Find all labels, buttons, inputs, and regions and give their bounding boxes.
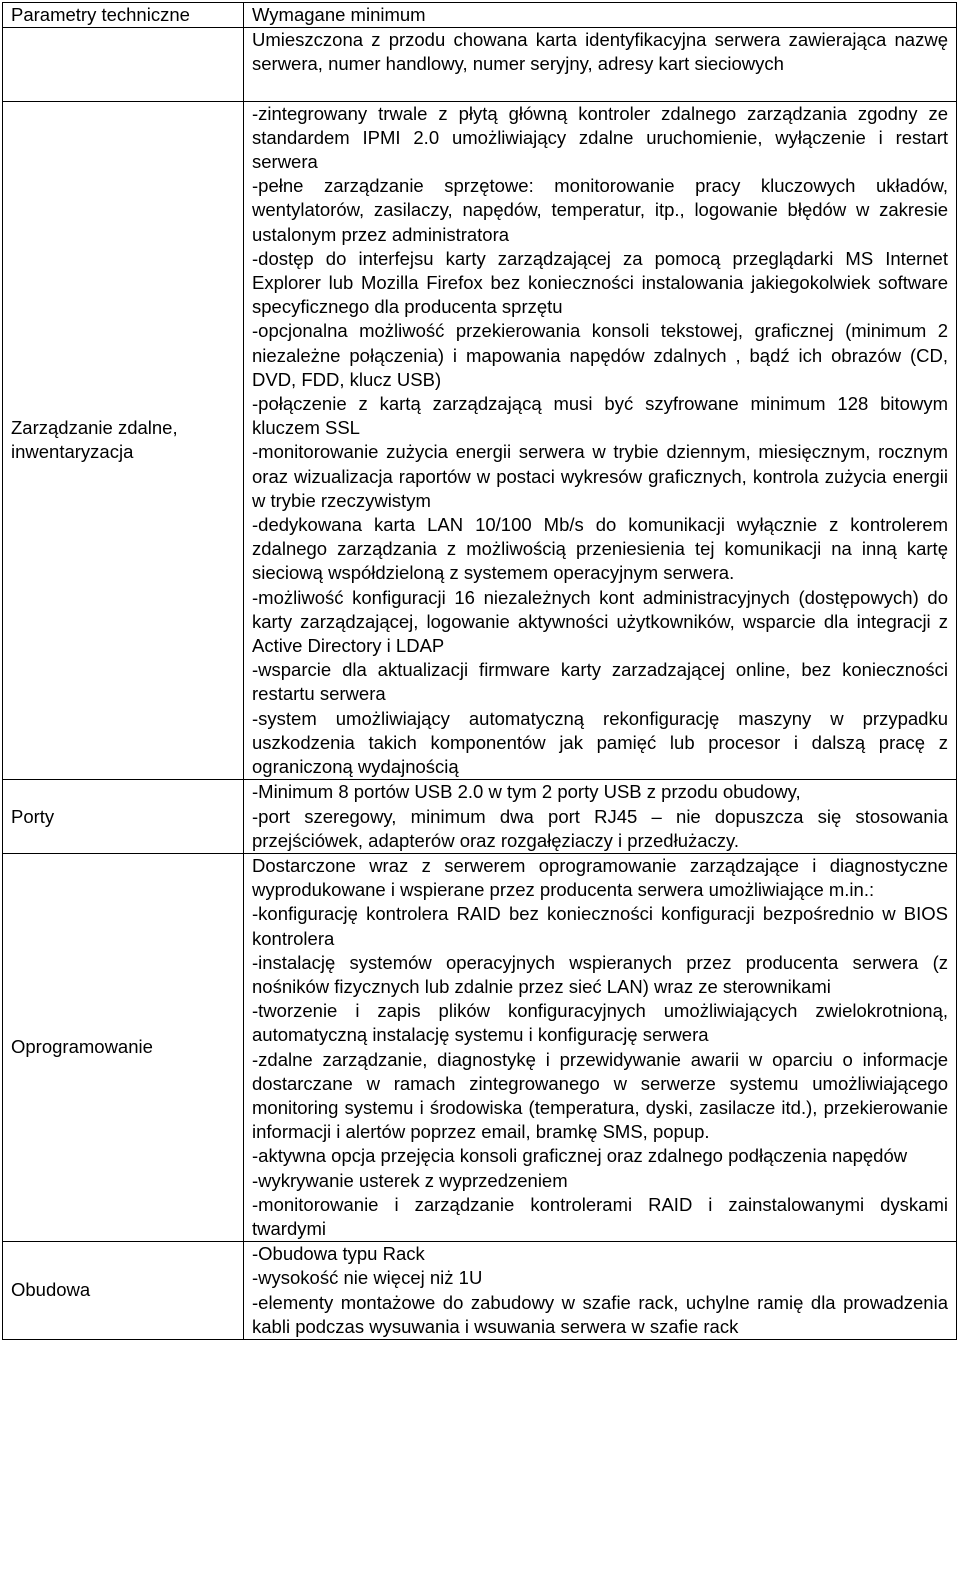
- description-paragraph: -konfigurację kontrolera RAID bez konieczności konfiguracji bezpośrednio w BIOS kontrolera: [252, 903, 948, 949]
- description-paragraph: -port szeregowy, minimum dwa port RJ45 – nie dopuszcza się stosowania przejściówek, adapterów oraz rozgałęziaczy i przedłużaczy.: [252, 805, 948, 851]
- description-paragraph: -możliwość konfiguracji 16 niezależnych kont administracyjnych (dostępowych) do karty zarządzającej, logowanie aktywności użytkowników, wsparcie dla integracji z Active Directory i LDAP: [252, 586, 948, 657]
- row-chassis: [3, 1242, 957, 1340]
- description-paragraph: -elementy montażowe do zabudowy w szafie rack, uchylne ramię dla prowadzenia kabli podczas wysuwania i wsuwania serwera w szafie rack: [252, 1291, 948, 1337]
- spec-table: [2, 2, 957, 1340]
- description-paragraph: -monitorowanie i zarządzanie kontrolerami RAID i zainstalowanymi dyskami twardymi: [252, 1193, 948, 1239]
- description-paragraph: -wykrywanie usterek z wyprzedzeniem: [252, 1169, 568, 1191]
- row-label: Oprogramowanie: [3, 853, 244, 1241]
- row-remote-management: [3, 101, 957, 780]
- row-label: Porty: [3, 780, 244, 854]
- description-paragraph: -opcjonalna możliwość przekierowania konsoli tekstowej, graficznej (minimum 2 niezależne połączenia) i mapowania napędów zdalnych , bądź ich obrazów (CD, DVD, FDD, klucz USB): [252, 320, 948, 390]
- row-label: Zarządzanie zdalne, inwentaryzacja: [3, 101, 244, 780]
- row-description: [244, 780, 957, 854]
- spec-rows: [3, 28, 957, 1340]
- description-paragraph: -wsparcie dla aktualizacji firmware karty zarzadzającej online, bez konieczności restartu serwera: [252, 659, 948, 705]
- description-paragraph: -dostęp do interfejsu karty zarządzającej za pomocą przeglądarki MS Internet Explorer lub Mozilla Firefox bez konieczności instalowania jakiegokolwiek software specyficznego dla producenta sprzętu: [252, 247, 948, 318]
- description-paragraph: -zintegrowany trwale z płytą główną kontroler zdalnego zarządzania zgodny ze standardem IPMI 2.0 umożliwiający zdalne uruchomienie, wyłączenie i restart serwera: [252, 102, 948, 173]
- description-paragraph: -Obudowa typu Rack: [252, 1243, 425, 1265]
- description-paragraph: -Minimum 8 portów USB 2.0 w tym 2 porty USB z przodu obudowy,: [252, 781, 801, 803]
- spacer: [252, 77, 948, 101]
- row-description: [244, 101, 957, 780]
- row-ports: [3, 780, 957, 854]
- description-paragraph: -pełne zarządzanie sprzętowe: monitorowanie pracy kluczowych układów, wentylatorów, zasilaczy, napędów, temperatur, itp., logowanie błędów w zakresie ustalonym przez administratora: [252, 175, 948, 245]
- description-paragraph: -tworzenie i zapis plików konfiguracyjnych umożliwiających zwielokrotnioną, automatyczną instalację systemu i konfigurację serwera: [252, 1000, 948, 1046]
- description-paragraph: -instalację systemów operacyjnych wspieranych przez producenta serwera (z nośników fizycznych lub zdalnie przez sieć LAN) wraz ze sterownikami: [252, 951, 948, 997]
- description-paragraph: Dostarczone wraz z serwerem oprogramowanie zarządzające i diagnostyczne wyprodukowane i wspierane przez producenta serwera umożliwiające m.in.:: [252, 854, 948, 901]
- row-description: [244, 1242, 957, 1340]
- description-paragraph: -aktywna opcja przejęcia konsoli graficznej oraz zdalnego podłączenia napędów: [252, 1145, 908, 1167]
- description-paragraph: -system umożliwiający automatyczną rekonfigurację maszyny w przypadku uszkodzenia takich komponentów jak pamięć lub procesor i dalszą pracę z ograniczoną wydajnością: [252, 707, 948, 778]
- description-paragraph: Umieszczona z przodu chowana karta identyfikacyjna serwera zawierająca nazwę serwera, numer handlowy, numer seryjny, adresy kart sieciowych: [252, 29, 948, 75]
- description-paragraph: -zdalne zarządzanie, diagnostykę i przewidywanie awarii w oparciu o informacje dostarczane w ramach zintegrowanego w serwerze systemu umożliwiającego monitoring systemu i środowiska (temperatura, dyski, zasilacze itd.), przekierowanie informacji i alertów poprzez email, bramkę SMS, popup.: [252, 1048, 948, 1143]
- header-requirements: Wymagane minimum: [244, 3, 957, 28]
- description-paragraph: -połączenie z kartą zarządzającą musi być szyfrowane minimum 128 bitowym kluczem SSL: [252, 393, 948, 439]
- description-paragraph: -monitorowanie zużycia energii serwera w trybie dziennym, miesięcznym, rocznym oraz wizualizacja raportów w postaci wykresów graficznych, kontrola zużycia energii w trybie rzeczywistym: [252, 441, 948, 511]
- row-id-card: [3, 28, 957, 101]
- row-label: [3, 28, 244, 101]
- description-paragraph: -dedykowana karta LAN 10/100 Mb/s do komunikacji wyłącznie z kontrolerem zdalnego zarządzania z możliwością przeniesienia tej komunikacji na inną kartę sieciową współdzieloną z systemem operacyjnym serwera.: [252, 514, 948, 584]
- row-description: [244, 853, 957, 1241]
- row-software: [3, 853, 957, 1241]
- header-parameters: Parametry techniczne: [3, 3, 244, 28]
- row-description: [244, 28, 957, 101]
- description-paragraph: -wysokość nie więcej niż 1U: [252, 1267, 483, 1289]
- row-label: Obudowa: [3, 1242, 244, 1340]
- header-row: [3, 3, 957, 28]
